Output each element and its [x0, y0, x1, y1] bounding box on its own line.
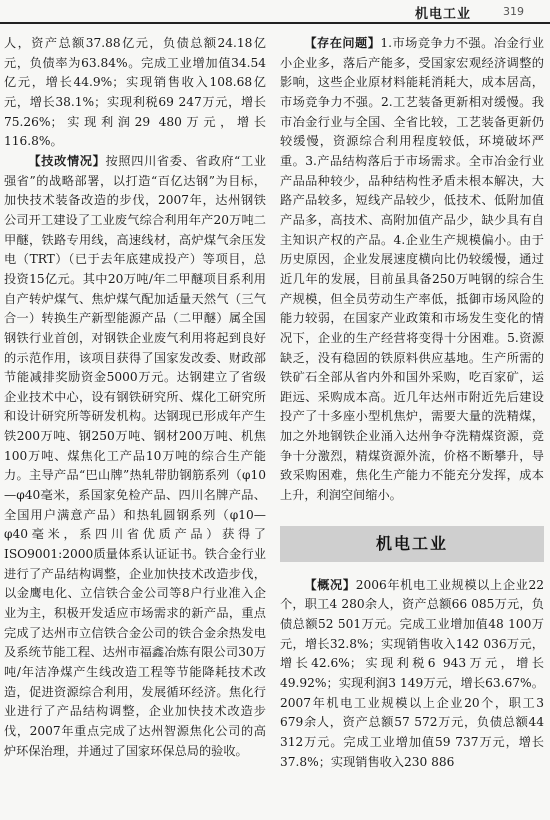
running-header: [0, 0, 550, 26]
section-tag-overview: 【概况】: [304, 577, 356, 592]
paragraph-overview-continued: 人，资产总额37.88亿元，负债总额24.18亿元，负债率为63.84%。完成工业增加值34.54亿元，增长44.9%；实现销售收入108.68亿元，增长38.1%；实现利税69 247万元，增长75.26%；实现利润29 480万元，增长116.8%。: [4, 36, 266, 149]
paragraph-tech-upgrade: [4, 152, 266, 761]
page-number: 319: [503, 5, 524, 18]
paragraph-machinery-overview: [280, 576, 544, 773]
header-rule: [0, 22, 550, 24]
running-header-title: 机电工业: [415, 7, 472, 22]
paragraph-problems: [280, 34, 544, 506]
right-column: [280, 34, 544, 820]
section-banner-machinery: 机电工业: [280, 526, 544, 562]
section-tag-problems: 【存在问题】: [304, 36, 381, 50]
paragraph-problems-text: 1.市场竞争力不强。冶金行业小企业多，落后产能多，受国家宏观经济调整的影响，这些企业原材料能耗消耗大，成本居高，市场竞争力不强。2.工艺装备更新相对缓慢。我市冶金行业与全国、全省比较，工艺装备更新仍较缓慢，资源综合利用程度较低，环境破坏严重。3.产品结构落后于市场需求。全市冶金行业产品品种较少，品种结构性矛盾未根本解决，大路产品较多，短线产品较少，低技术、低附加值产品多，高技术、高附加值产品少，缺少具有自主知识产权的产品。4.企业生产规模偏小。由于历史原因，企业发展速度横向比仍较缓慢，通过近几年的发展，目前虽具备250万吨钢的综合生产规模，但全员劳动生产率低，抵御市场风险的能力较弱，在国家产业政策和市场发生变化的情况下，企业的生产经营将变得十分困难。5.资源缺乏，没有稳固的铁原料供应基地。生产所需的铁矿石全部从省内外和国外采购，吃百家矿，运距远、采购成本高。近几年达州市附近先后建设投产了十多座小型机焦炉，需要大量的洗精煤，加之外地钢铁企业涌入达州争夺洗精煤资源，竞争十分激烈，精煤资源外流，价格不断攀升，导致采购困难，焦化生产能力不能充分发挥，成本上升，利润空间缩小。: [280, 36, 544, 503]
left-column: [4, 34, 266, 820]
paragraph-machinery-overview-text: 2006年机电工业规模以上企业22个，职工4 280余人，资产总额66 085万元，负债总额52 501万元。完成工业增加值48 100万元，增长32.8%；实现销售收入142 036万元，增长42.6%；实现利税6 943万元，增长49.92%；实现利润3 149万元，增长63.67%。2007年机电工业规模以上企业20个，职工3 679余人，资产总额57 572万元，负债总额44 312万元。完成工业增加值59 737万元，增长37.8%；实现销售收入230 886: [280, 577, 544, 769]
paragraph-tech-upgrade-text: 按照四川省委、省政府“工业强省”的战略部署，以打造“百亿达钢”为目标，加快技术装备改造的步伐，2007年，达州钢铁公司开工建设了工业废气综合利用年产20万吨二甲醚，铁路专用线，高速线材，高炉煤气余压发电（TRT）（已于去年底建成投产）等项目，总投资15亿元。其中20万吨/年二甲醚项目系利用自产转炉煤气、焦炉煤气配加适量天然气（三气合一）转换生产新型能源产品（二甲醚）属全国钢铁行业首创，对钢铁企业废气利用将起到良好的示范作用，该项目获得了国家发改委、财政部节能减排奖励资金5000万元。达钢建立了省级企业技术中心，设有钢铁研究所、煤化工研究所和设计研究所等研发机构。达钢现已形成年产生铁200万吨、钢250万吨、钢材200万吨、机焦100万吨、煤焦化工产品10万吨的综合生产能力。主导产品“巴山牌”热轧带肋钢筋系列（φ10—φ40毫米，系国家免检产品、四川名牌产品、全国用户满意产品）和热轧圆钢系列（φ10—φ40毫米，系四川省优质产品）获得了ISO9001:2000质量体系认证证书。铁合金行业进行了产品结构调整，企业加快技术改造步伐，以金鹰电化、立信铁合金公司等8户行业准入企业为主，积极开发适应市场需求的新产品，重点完成了达州市立信铁合金公司的铁合金余热发电及系统节能工程、达州市福鑫冶炼有限公司30万吨/年洁净煤产生线改造工程等节能降耗技术改造，促进资源综合利用，发展循环经济。焦化行业进行了产品结构调整，企业加快技术改造步伐，2007年重点完成了达州智源焦化公司的高炉环保治理，并通过了国家环保总局的验收。: [4, 153, 266, 758]
section-tag-tech-upgrade: 【技改情况】: [28, 153, 106, 168]
